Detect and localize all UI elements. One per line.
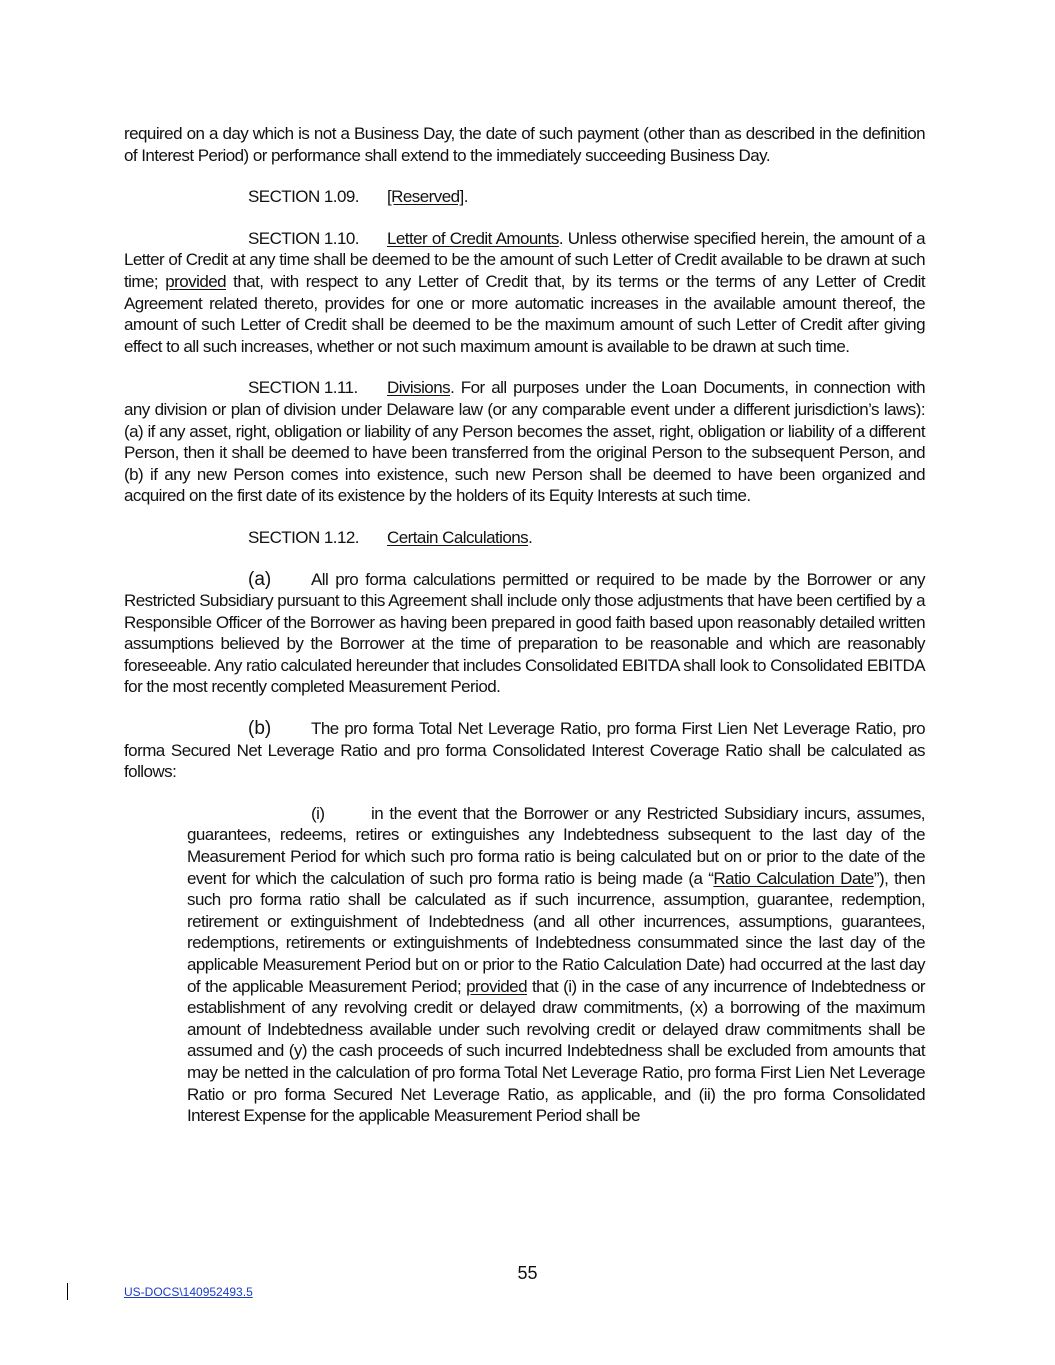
section-number: SECTION 1.09. [248,187,359,207]
section-title: [Reserved] [387,187,464,207]
clause-marker: (i) [311,803,325,823]
section-1-11 [124,377,925,507]
section-number: SECTION 1.11. [248,378,358,398]
section-text: that, with respect to any Letter of Credit that, by its terms or the terms of any Letter of Credit Agreement related thereto, provides for one or more automatic increases in the available amount thereof, the amount of such Letter of Credit shall be deemed to be the maximum amount of such Letter of Credit after giving effect to all such increases, whether or not such maximum amount is available to be drawn at such time. [124,271,925,356]
section-number: SECTION 1.10. [248,228,359,248]
punctuation: . [463,187,468,207]
clause-b [124,718,925,783]
clause-marker: (b) [248,718,272,740]
intro-paragraph [124,123,925,166]
section-1-09 [124,186,925,208]
section-title: Divisions [387,378,451,398]
clause-marker: (a) [248,568,272,590]
defined-term: provided [165,271,227,291]
clause-text: ”), then such pro forma ratio shall be calculated as if such incurrence, assumption, guarantee, redemption, retirement or extinguishment of Indebtedness (and all other incurrences, assumptions, guarantees, redemptions, retirements or extinguishments of Indebtedness consummated since the last day of the applicable Measurement Period but on or prior to the Ratio Calculation Date) had occurred at the last day of the applicable Measurement Period; [187,868,925,996]
section-text: . Unless otherwise specified herein, the amount of a Letter of Credit at any time shall be deemed to be the amount of such Letter of Credit available to be drawn at such time; [124,228,925,291]
clause-a [124,569,925,699]
section-title: Certain Calculations [387,527,529,547]
revision-bar [67,1283,68,1300]
page-number: 55 [517,1263,538,1283]
section-1-12 [124,527,925,549]
document-id-link[interactable]: US-DOCS\140952493.5 [124,1285,253,1299]
document-body [124,123,925,1144]
section-number: SECTION 1.12. [248,527,359,547]
section-text: . For all purposes under the Loan Documents, in connection with any division or plan of division under Delaware law (or any comparable event under a different jurisdiction’s laws): (a) if any asset, right, obligation or liability of any Person becomes the asset, right, obligation or liability of a different Person, then it shall be deemed to have been transferred from the original Person to the subsequent Person, and (b) if any new Person comes into existence, such new Person shall be deemed to have been organized and acquired on the first date of its existence by the holders of its Equity Interests at such time. [124,378,925,506]
section-title: Letter of Credit Amounts [387,228,559,248]
defined-term: Ratio Calculation Date [713,868,874,888]
punctuation: . [528,527,533,547]
section-1-10 [124,228,925,358]
clause-text: The pro forma Total Net Leverage Ratio, pro forma First Lien Net Leverage Ratio, pro forma Secured Net Leverage Ratio and pro forma Consolidated Interest Coverage Ratio shall be calculated as follows: [124,719,925,782]
clause-text: All pro forma calculations permitted or required to be made by the Borrower or any Restricted Subsidiary pursuant to this Agreement shall include only those adjustments that have been certified by a Responsible Officer of the Borrower as having been prepared in good faith based upon reasonably detailed written assumptions believed by the Borrower at the time of preparation to be reasonable and which are reasonably foreseeable. Any ratio calculated hereunder that includes Consolidated EBITDA shall look to Consolidated EBITDA for the most recently completed Measurement Period. [124,569,925,697]
clause-text: that (i) in the case of any incurrence of Indebtedness or establishment of any revolving credit or delayed draw commitments, (x) a borrowing of the maximum amount of Indebtedness available under such revolving credit or delayed draw commitments shall be assumed and (y) the cash proceeds of such incurred Indebtedness shall be excluded from amounts that may be netted in the calculation of pro forma Total Net Leverage Ratio, pro forma First Lien Net Leverage Ratio or pro forma Secured Net Leverage Ratio, as applicable, and (ii) the pro forma Consolidated Interest Expense for the applicable Measurement Period shall be [187,976,925,1126]
clause-text: in the event that the Borrower or any Restricted Subsidiary incurs, assumes, guarantees, redeems, retires or extinguishes any Indebtedness subsequent to the last day of the Measurement Period for which such pro forma ratio is being calculated but on or prior to the date of the event for which the calculation of such pro forma ratio is being made (a “ [187,803,925,888]
intro-text: required on a day which is not a Business Day, the date of such payment (other than as described in the definition of Interest Period) or performance shall extend to the immediately succeeding Business Day. [124,124,925,165]
clause-b-i [187,803,925,1127]
defined-term: provided [466,976,527,996]
